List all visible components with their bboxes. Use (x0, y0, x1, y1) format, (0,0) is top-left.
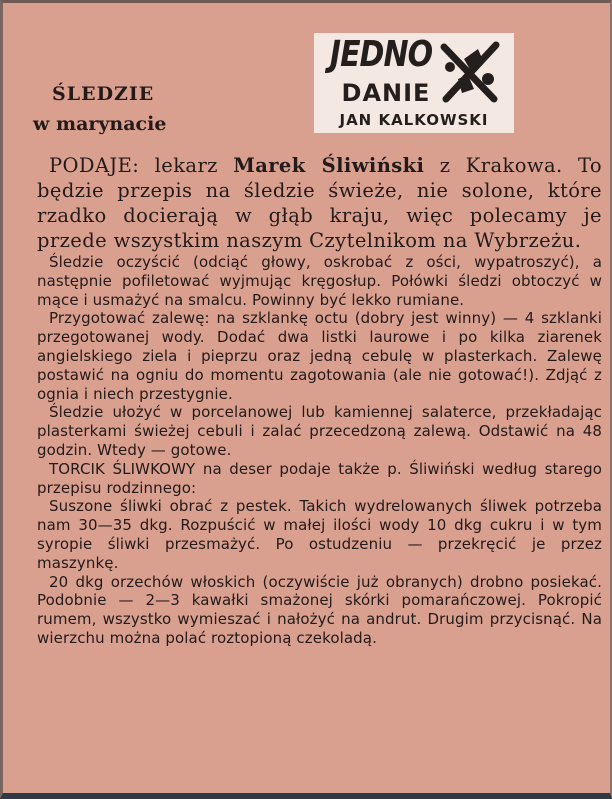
logo-word-danie: DANIE (341, 79, 431, 107)
title-line-1: ŚLEDZIE (52, 83, 155, 105)
logo-word-jedno: JEDNO (329, 33, 433, 76)
logo-author: JAN KALKOWSKI (339, 111, 489, 129)
title-line-2: w marynacie (33, 113, 167, 135)
article-title (33, 83, 166, 135)
paragraph-dessert-intro: TORCIK ŚLIWKOWY na deser podaje także p. Śliwiński według starego przepisu rodzinnego: (37, 459, 602, 497)
paragraph-plums: Suszone śliwki obrać z pestek. Takich wydrelowanych śliwek potrzeba nam 30—35 dkg. Rozpuścić w małej ilości wody 10 dkg cukru i w tym syropie śliwki przesmażyć. Po ostudzeniu — przekręcić je przez maszynkę. (37, 497, 602, 572)
paragraph-marinade: Przygotować zalewę: na szklankę octu (dobry jest winny) — 4 szklanki przegotowanej wody. Dodać dwa listki laurowe i po kilka ziarenek angielskiego ziela i pieprzu oraz jedną cebulę w plasterkach. Zalewę postawić na ogniu do momentu zagotowania (ale nie gotować!). Zdjąć z ognia i niech przestygnie. (37, 309, 602, 403)
intro-prefix: PODAJE: lekarz (49, 154, 234, 177)
article-body (37, 153, 602, 648)
intro-paragraph (37, 153, 602, 253)
recipe-text (37, 253, 602, 648)
intro-rest: z Krakowa. To będzie przepis na śledzie świeże, nie solone, które rzadko docierają w głąb kraju, więc polecamy je przede wszystkim naszym Czytelnikom na Wybrzeżu. (37, 154, 602, 252)
paragraph-herring-prep: Śledzie oczyścić (odciąć głowy, oskrobać z ości, wypatroszyć), a następnie pofiletować wyjmując kręgosłup. Połówki śledzi obtoczyć w mące i usmażyć na smalcu. Powinny być lekko rumiane. (37, 253, 602, 309)
paragraph-walnuts: 20 dkg orzechów włoskich (oczywiście już obranych) drobno posiekać. Podobnie — 2—3 kawałki smażonej skórki pomarańczowej. Pokropić rumem, wszystko wymieszać i nałożyć na andrut. Drugim przycisnąć. Na wierzchu można polać roztopioną czekoladą. (37, 572, 602, 647)
column-logo (314, 33, 514, 133)
paragraph-serving: Śledzie ułożyć w porcelanowej lub kamiennej salaterce, przekładając plasterkami świeżej cebuli i zalać przecedzoną zalewą. Odstawić na 48 godzin. Wtedy — gotowe. (37, 403, 602, 459)
doctor-name: Marek Śliwiński (233, 154, 425, 177)
fork-knife-icon (434, 39, 506, 107)
